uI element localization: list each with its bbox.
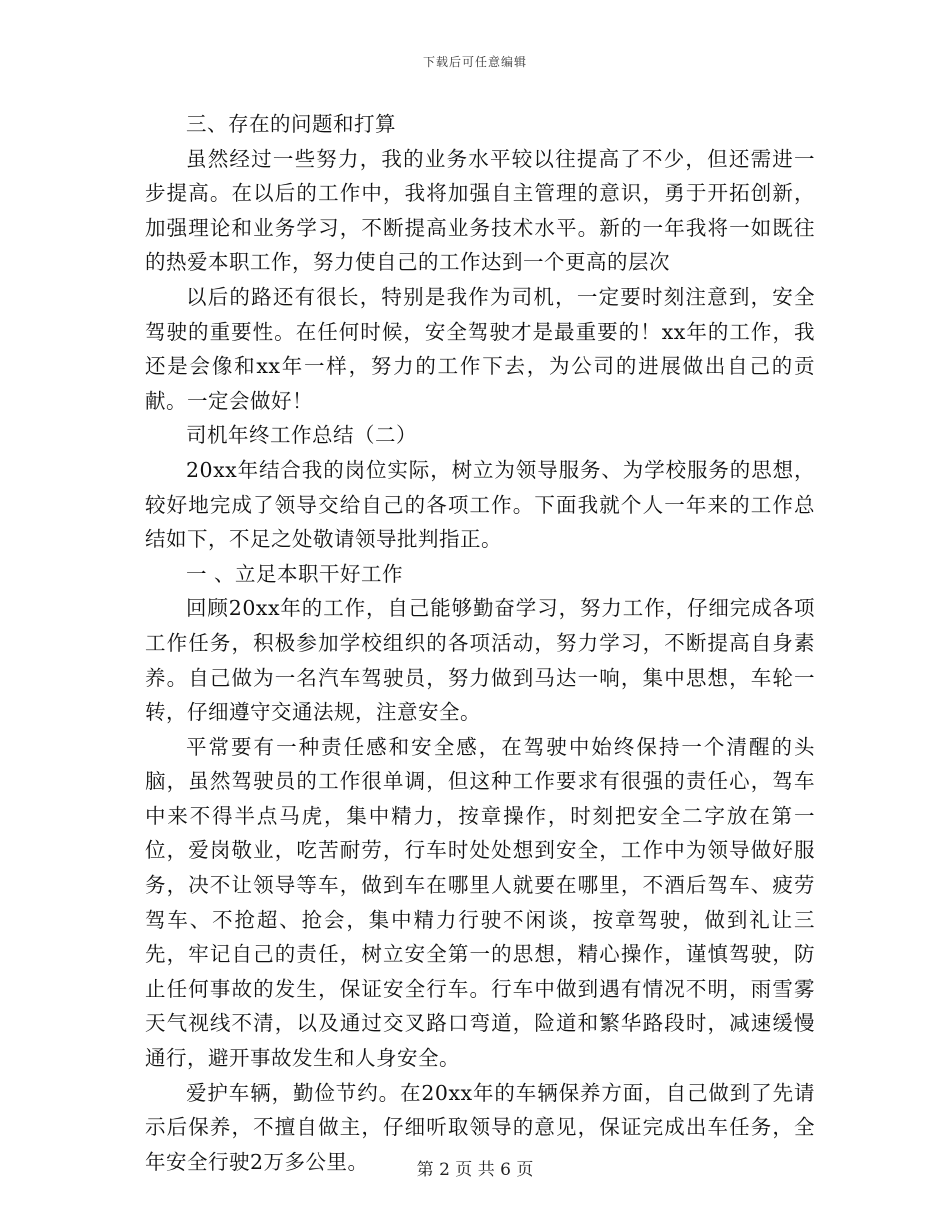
page-number-footer — [0, 1155, 950, 1180]
page-header-note: 下载后可任意编辑 — [422, 55, 527, 69]
paragraph: 平常要有一种责任感和安全感，在驾驶中始终保持一个清醒的头脑，虽然驾驶员的工作很单调，但这种工作要求有很强的责任心，驾车中来不得半点马虎，集中精力，按章操作，时刻把安全二字放在第一位，爱岗敬业，吃苦耐劳，行车时处处想到安全，工作中为领导做好服务，决不让领导等车，做到车在哪里人就要在哪里，不酒后驾车、疲劳驾车、不抢超、抢会，集中精力行驶不闲谈，按章驾驶，做到礼让三先，牢记自己的责任，树立安全第一的思想，精心操作，谨慎驾驶，防止任何事故的发生，保证安全行车。行车中做到遇有情况不明，雨雪雾天气视线不清，以及通过交叉路口弯道，险道和繁华路段时，减速缓慢通行，避开事故发生和人身安全。 — [145, 734, 815, 1071]
section-heading-problems: 三、存在的问题和打算 — [186, 112, 396, 136]
paragraph: 以后的路还有很长，特别是我作为司机，一定要时刻注意到，安全驾驶的重要性。在任何时候，安全驾驶才是最重要的！xx年的工作，我还是会像和xx年一样，努力的工作下去，为公司的进展做出自己的贡献。一定会做好！ — [145, 284, 815, 413]
section-heading-one: 一 、立足本职干好工作 — [186, 561, 404, 586]
paragraph: 20xx年结合我的岗位实际，树立为领导服务、为学校服务的思想，较好地完成了领导交给自己的各项工作。下面我就个人一年来的工作总结如下，不足之处敬请领导批判指正。 — [145, 457, 815, 552]
paragraph: 虽然经过一些努力，我的业务水平较以往提高了不少，但还需进一步提高。在以后的工作中，我将加强自主管理的意识，勇于开拓创新，加强理论和业务学习，不断提高业务技术水平。新的一年我将一如既往的热爱本职工作，努力使自己的工作达到一个更高的层次 — [145, 146, 815, 275]
paragraph: 回顾20xx年的工作，自己能够勤奋学习，努力工作，仔细完成各项工作任务，积极参加学校组织的各项活动，努力学习，不断提高自身素养。自己做为一名汽车驾驶员，努力做到马达一响，集中思想，车轮一转，仔细遵守交通法规，注意安全。 — [145, 596, 815, 725]
document-title-part-two: 司机年终工作总结（二） — [186, 423, 417, 448]
paragraph: 爱护车辆，勤俭节约。在20xx年的车辆保养方面，自己做到了先请示后保养，不擅自做主，仔细听取领导的意见，保证完成出车任务，全年安全行驶2万多公里。 — [145, 1080, 815, 1174]
page-number-label: 第 2 页 共 6 页 — [416, 1160, 534, 1180]
document-body — [145, 107, 815, 1179]
